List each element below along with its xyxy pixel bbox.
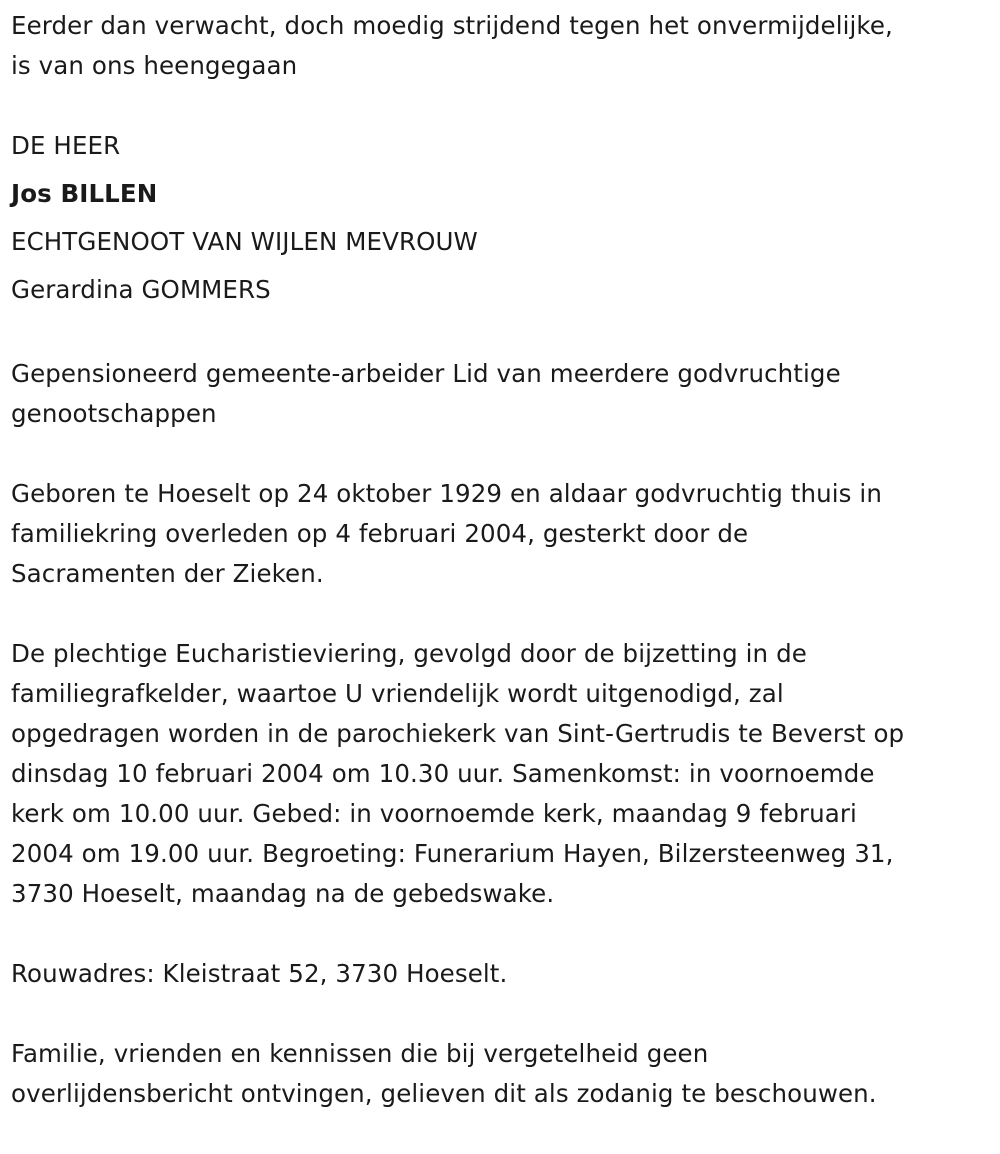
- intro-line: is van ons heengegaan: [11, 51, 298, 80]
- closing-paragraph: [11, 1034, 991, 1114]
- deceased-block: [11, 126, 991, 314]
- occupation-paragraph: [11, 354, 991, 434]
- deceased-relation: ECHTGENOOT VAN WIJLEN MEVROUW: [11, 227, 478, 256]
- intro-paragraph: [11, 6, 991, 86]
- spouse-name: Gerardina GOMMERS: [11, 275, 271, 304]
- occupation-line: genootschappen: [11, 399, 217, 428]
- death-notice: [11, 6, 991, 1154]
- ceremony-line: 3730 Hoeselt, maandag na de gebedswake.: [11, 879, 555, 908]
- ceremony-line: kerk om 10.00 uur. Gebed: in voornoemde kerk, maandag 9 februari: [11, 799, 857, 828]
- birth-death-paragraph: [11, 474, 991, 594]
- address-line: Rouwadres: Kleistraat 52, 3730 Hoeselt.: [11, 959, 508, 988]
- ceremony-line: dinsdag 10 februari 2004 om 10.30 uur. Samenkomst: in voornoemde: [11, 759, 875, 788]
- birth-death-line: Sacramenten der Zieken.: [11, 559, 324, 588]
- deceased-title: DE HEER: [11, 131, 121, 160]
- birth-death-line: familiekring overleden op 4 februari 2004, gesterkt door de: [11, 519, 749, 548]
- occupation-line: Gepensioneerd gemeente-arbeider Lid van meerdere godvruchtige: [11, 359, 841, 388]
- ceremony-line: opgedragen worden in de parochiekerk van Sint-Gertrudis te Beverst op: [11, 719, 905, 748]
- address-paragraph: [11, 954, 991, 994]
- ceremony-line: De plechtige Eucharistieviering, gevolgd door de bijzetting in de: [11, 639, 807, 668]
- closing-line: overlijdensbericht ontvingen, gelieven dit als zodanig te beschouwen.: [11, 1079, 877, 1108]
- deceased-name: Jos BILLEN: [11, 179, 158, 208]
- intro-line: Eerder dan verwacht, doch moedig strijdend tegen het onvermijdelijke,: [11, 11, 893, 40]
- ceremony-paragraph: [11, 634, 991, 914]
- closing-line: Familie, vrienden en kennissen die bij vergetelheid geen: [11, 1039, 709, 1068]
- ceremony-line: familiegrafkelder, waartoe U vriendelijk wordt uitgenodigd, zal: [11, 679, 784, 708]
- ceremony-line: 2004 om 19.00 uur. Begroeting: Funerarium Hayen, Bilzersteenweg 31,: [11, 839, 894, 868]
- birth-death-line: Geboren te Hoeselt op 24 oktober 1929 en aldaar godvruchtig thuis in: [11, 479, 882, 508]
